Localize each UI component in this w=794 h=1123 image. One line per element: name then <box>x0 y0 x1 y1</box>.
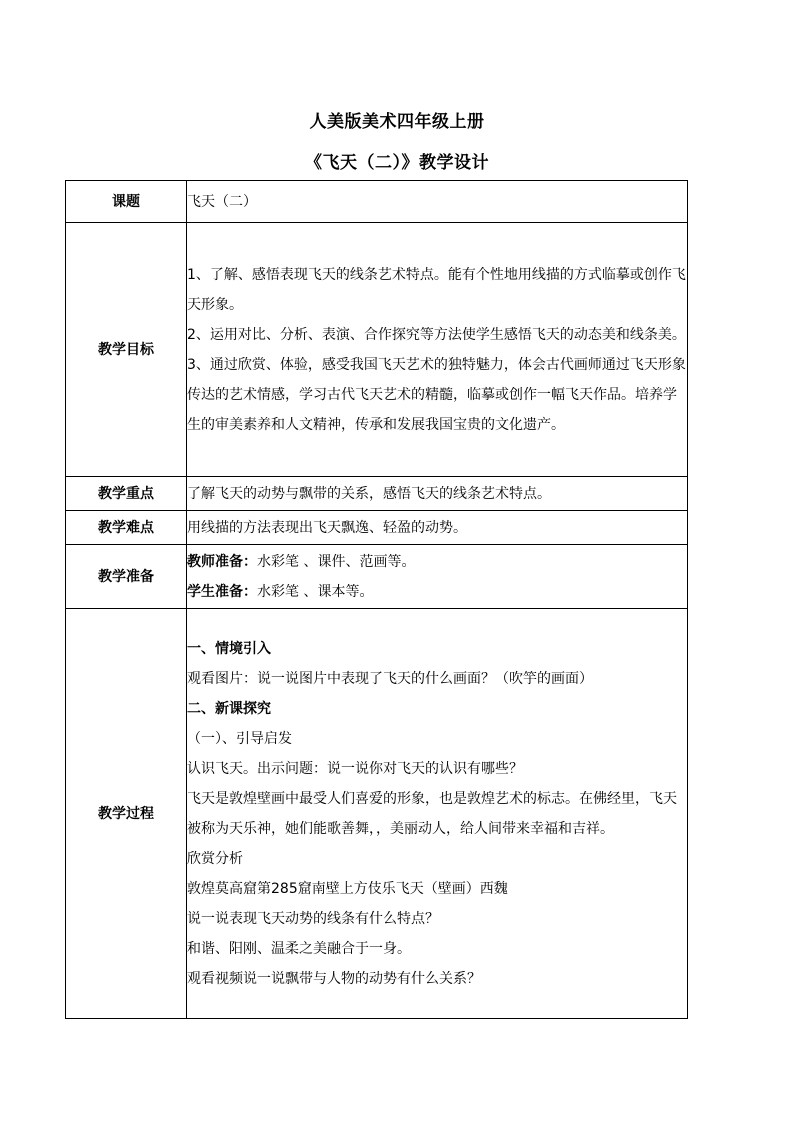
table-row-topic <box>66 181 688 223</box>
process-line-5: 说一说表现飞天动势的线条有什么特点？ <box>187 910 439 927</box>
table-row-objectives <box>66 223 688 477</box>
teacher-preparation-label: 教师准备： <box>187 553 257 570</box>
row-label-key-points: 教学重点 <box>66 477 187 511</box>
process-section-1-heading: 一、情境引入 <box>187 640 271 657</box>
teacher-preparation-value: 水彩笔 、课件、范画等。 <box>257 553 416 570</box>
table-row-process <box>66 609 688 1019</box>
student-preparation-label: 学生准备： <box>187 583 257 600</box>
process-line-6: 和谐、阳刚、温柔之美融合于一身。 <box>187 940 411 957</box>
row-value-difficulties: 用线描的方法表现出飞天飘逸、轻盈的动势。 <box>187 511 688 545</box>
process-line-4: 敦煌莫高窟第285窟南壁上方伎乐飞天（壁画）西魏 <box>187 880 508 897</box>
process-subsection-1: （一）、引导启发 <box>187 730 292 747</box>
row-value-topic: 飞天（二） <box>187 181 688 223</box>
process-section-2-heading: 二、新课探究 <box>187 700 271 717</box>
student-preparation-value: 水彩笔 、课本等。 <box>257 583 374 600</box>
row-label-topic: 课题 <box>66 181 187 223</box>
objective-1: 1、了解、感悟表现飞天的线条艺术特点。能有个性地用线描的方式临摹或创作飞天形象。 <box>187 266 686 313</box>
row-label-preparation: 教学准备 <box>66 545 187 609</box>
process-section-1-text: 观看图片：说一说图片中表现了飞天的什么画面？（吹竽的画面） <box>187 670 593 687</box>
objective-3: 3、通过欣赏、体验，感受我国飞天艺术的独特魅力，体会古代画师通过飞天形象传达的艺术情感，学习古代飞天艺术的精髓，临摹或创作一幅飞天作品。培养学生的审美素养和人文精神，传承和发展我国宝贵的文化遗产。 <box>187 356 686 433</box>
process-line-2: 飞天是敦煌壁画中最受人们喜爱的形象，也是敦煌艺术的标志。在佛经里，飞天被称为天乐神，她们能歌善舞，，美丽动人，给人间带来幸福和吉祥。 <box>187 790 677 837</box>
document-title: 人美版美术四年级上册 <box>309 112 485 132</box>
row-label-process: 教学过程 <box>66 609 187 1019</box>
row-value-objectives <box>187 223 688 477</box>
process-line-1: 认识飞天。出示问题：说一说你对飞天的认识有哪些？ <box>187 760 523 777</box>
row-value-preparation <box>187 545 688 609</box>
lesson-plan-table <box>65 180 688 1019</box>
table-row-preparation <box>66 545 688 609</box>
teacher-preparation <box>187 547 687 577</box>
document-subtitle: 《飞天（二）》教学设计 <box>305 153 489 173</box>
row-value-process <box>187 609 688 1019</box>
row-value-key-points: 了解飞天的动势与飘带的关系，感悟飞天的线条艺术特点。 <box>187 477 688 511</box>
row-label-difficulties: 教学难点 <box>66 511 187 545</box>
row-label-objectives: 教学目标 <box>66 223 187 477</box>
objective-2: 2、运用对比、分析、表演、合作探究等方法使学生感悟飞天的动态美和线条美。 <box>187 326 686 343</box>
process-line-3: 欣赏分析 <box>187 850 243 867</box>
table-row-difficulties <box>66 511 688 545</box>
process-line-7: 观看视频说一说飘带与人物的动势有什么关系？ <box>187 970 481 987</box>
student-preparation <box>187 577 687 607</box>
table-row-key-points <box>66 477 688 511</box>
